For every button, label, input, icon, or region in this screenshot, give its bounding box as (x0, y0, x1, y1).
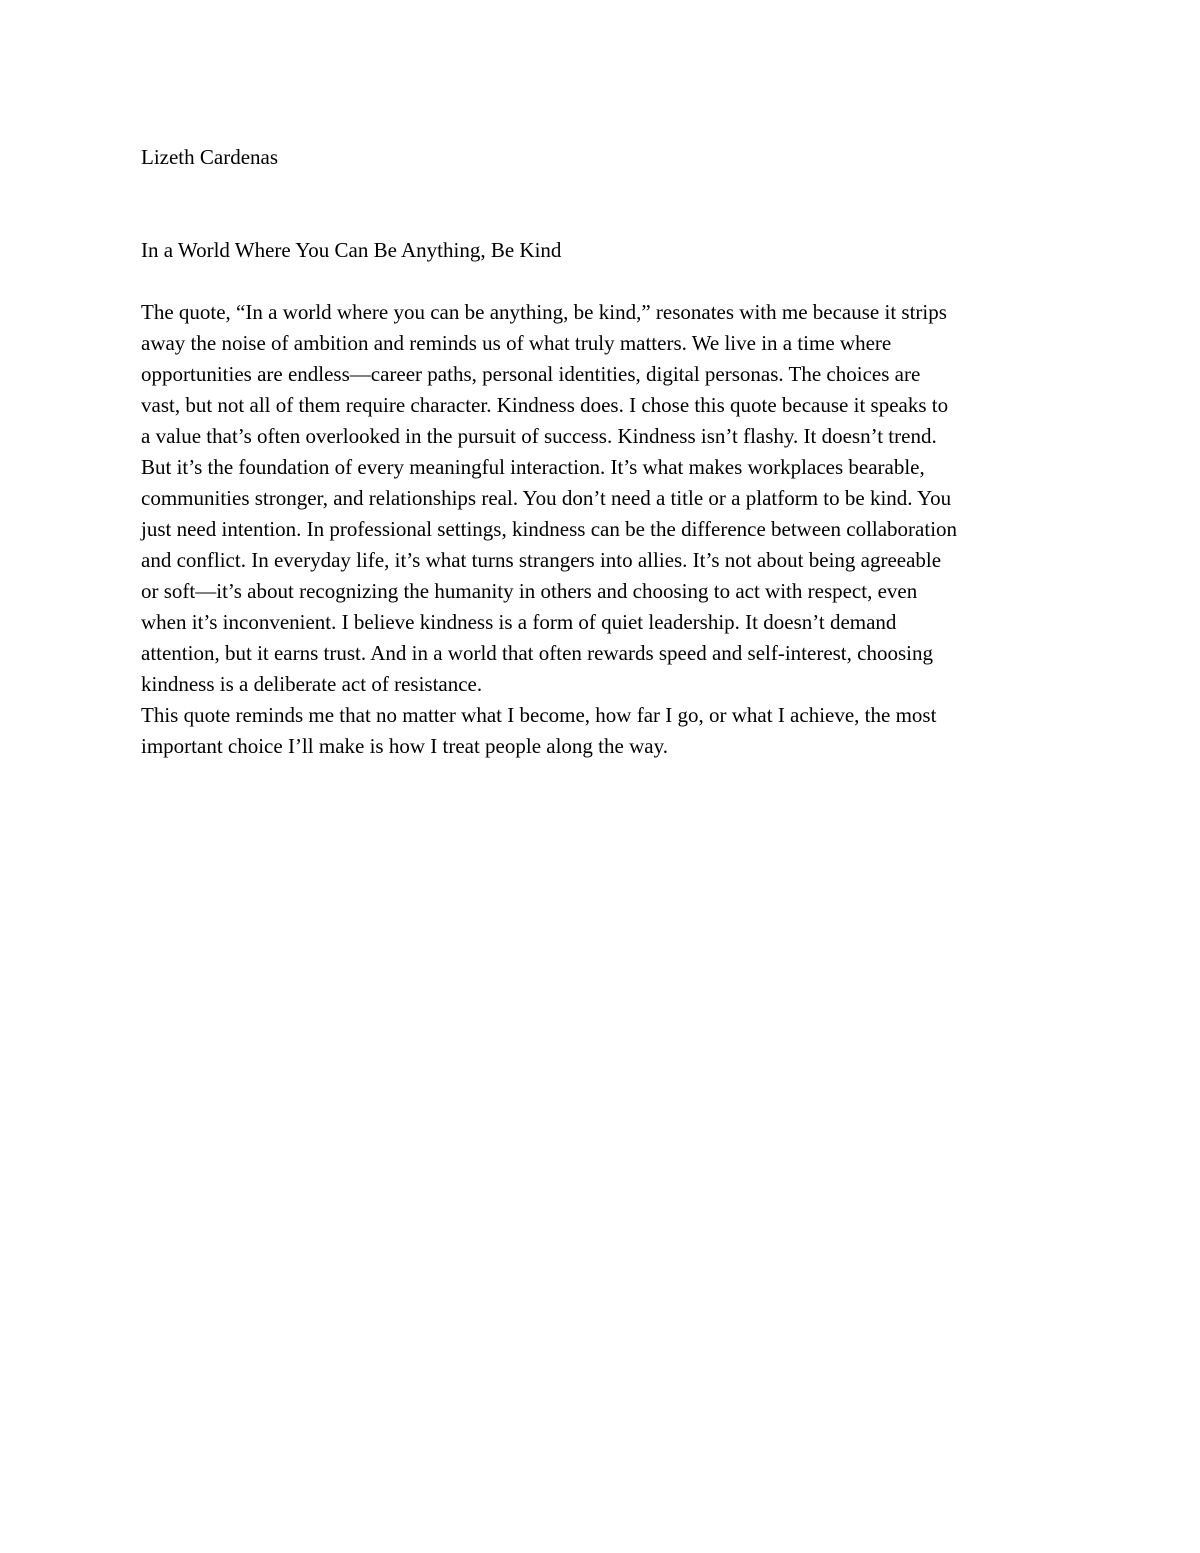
paragraph-line: a value that’s often overlooked in the pursuit of success. Kindness isn’t flashy. It doesn’t trend. (141, 424, 937, 448)
document-body (141, 142, 1059, 762)
paragraph-line: communities stronger, and relationships real. You don’t need a title or a platform to be kind. You (141, 486, 952, 510)
paragraph-line: opportunities are endless—career paths, personal identities, digital personas. The choices are (141, 362, 921, 386)
paragraph-line: kindness is a deliberate act of resistance. (141, 672, 483, 696)
paragraph-line: This quote reminds me that no matter what I become, how far I go, or what I achieve, the most (141, 703, 937, 727)
paragraph-line: away the noise of ambition and reminds us of what truly matters. We live in a time where (141, 331, 892, 355)
paragraph-line: vast, but not all of them require character. Kindness does. I chose this quote because it speaks to (141, 393, 949, 417)
author-name: Lizeth Cardenas (141, 145, 279, 169)
paragraph-line: important choice I’ll make is how I treat people along the way. (141, 734, 668, 758)
paragraph-line: and conflict. In everyday life, it’s what turns strangers into allies. It’s not about being agreeable (141, 548, 942, 572)
document-title: In a World Where You Can Be Anything, Be Kind (141, 238, 562, 262)
paragraph-line: attention, but it earns trust. And in a world that often rewards speed and self-interest, choosing (141, 641, 933, 665)
paragraph-line: when it’s inconvenient. I believe kindness is a form of quiet leadership. It doesn’t demand (141, 610, 897, 634)
paragraph-line: But it’s the foundation of every meaningful interaction. It’s what makes workplaces bearable, (141, 455, 925, 479)
paragraph-line: The quote, “In a world where you can be anything, be kind,” resonates with me because it strips (141, 300, 947, 324)
paragraph-1 (141, 297, 1059, 700)
paragraph-line: or soft—it’s about recognizing the humanity in others and choosing to act with respect, even (141, 579, 918, 603)
paragraph-line: just need intention. In professional settings, kindness can be the difference between collaboration (141, 517, 958, 541)
paragraph-2 (141, 700, 1059, 762)
